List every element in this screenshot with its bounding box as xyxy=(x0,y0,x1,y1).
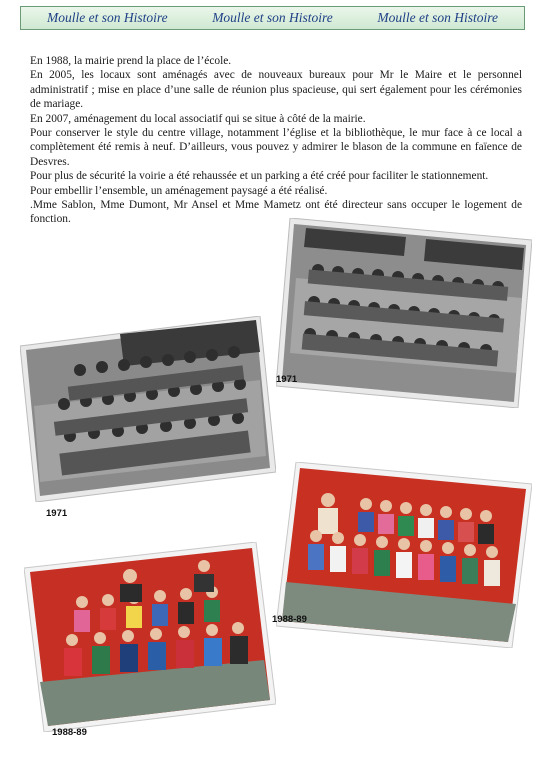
paragraph-3: En 2007, aménagement du local associatif qui se situe à côté de la mairie. xyxy=(30,112,366,125)
caption-photo-2: 1971 xyxy=(46,508,68,519)
header-title-3: Moulle et son Histoire xyxy=(377,10,498,25)
paragraph-2: En 2005, les locaux sont aménagés avec de nouveaux bureaux pour Mr le Maire et le personnel administratif ; mise en place d’une salle de réunion plus spacieuse, qui sert également pour les cérémonies de mariage. xyxy=(30,69,522,111)
class-photo-1971-right xyxy=(276,218,532,408)
caption-photo-4: 1988-89 xyxy=(52,727,87,738)
class-photo-1988-89-right xyxy=(276,462,532,648)
header-banner xyxy=(20,6,525,30)
paragraph-4: Pour conserver le style du centre village, notamment l’église et la bibliothèque, le mur face à ce local a complètement été remis à neuf. D’ailleurs, vous pouvez y admirer le blason de la commune en faïence de Desvres. xyxy=(30,127,522,168)
paragraph-7: .Mme Sablon, Mme Dumont, Mr Ansel et Mme Mametz ont été directeur sans occuper le logement de fonction. xyxy=(30,199,522,226)
class-photo-1971-left xyxy=(20,316,276,502)
class-photo-1988-89-left xyxy=(24,542,276,732)
paragraph-1: En 1988, la mairie prend la place de l’école. xyxy=(30,55,232,67)
body-text xyxy=(30,54,522,227)
caption-photo-3: 1988-89 xyxy=(272,614,307,625)
header-title-1: Moulle et son Histoire xyxy=(47,10,168,25)
paragraph-5: Pour plus de sécurité la voirie a été rehaussée et un parking a été créé pour faciliter le stationnement. xyxy=(30,170,489,183)
caption-photo-1: 1971 xyxy=(276,374,298,385)
header-title-2: Moulle et son Histoire xyxy=(212,10,333,25)
paragraph-6: Pour embellir l’ensemble, un aménagement paysagé a été réalisé. xyxy=(30,184,328,197)
